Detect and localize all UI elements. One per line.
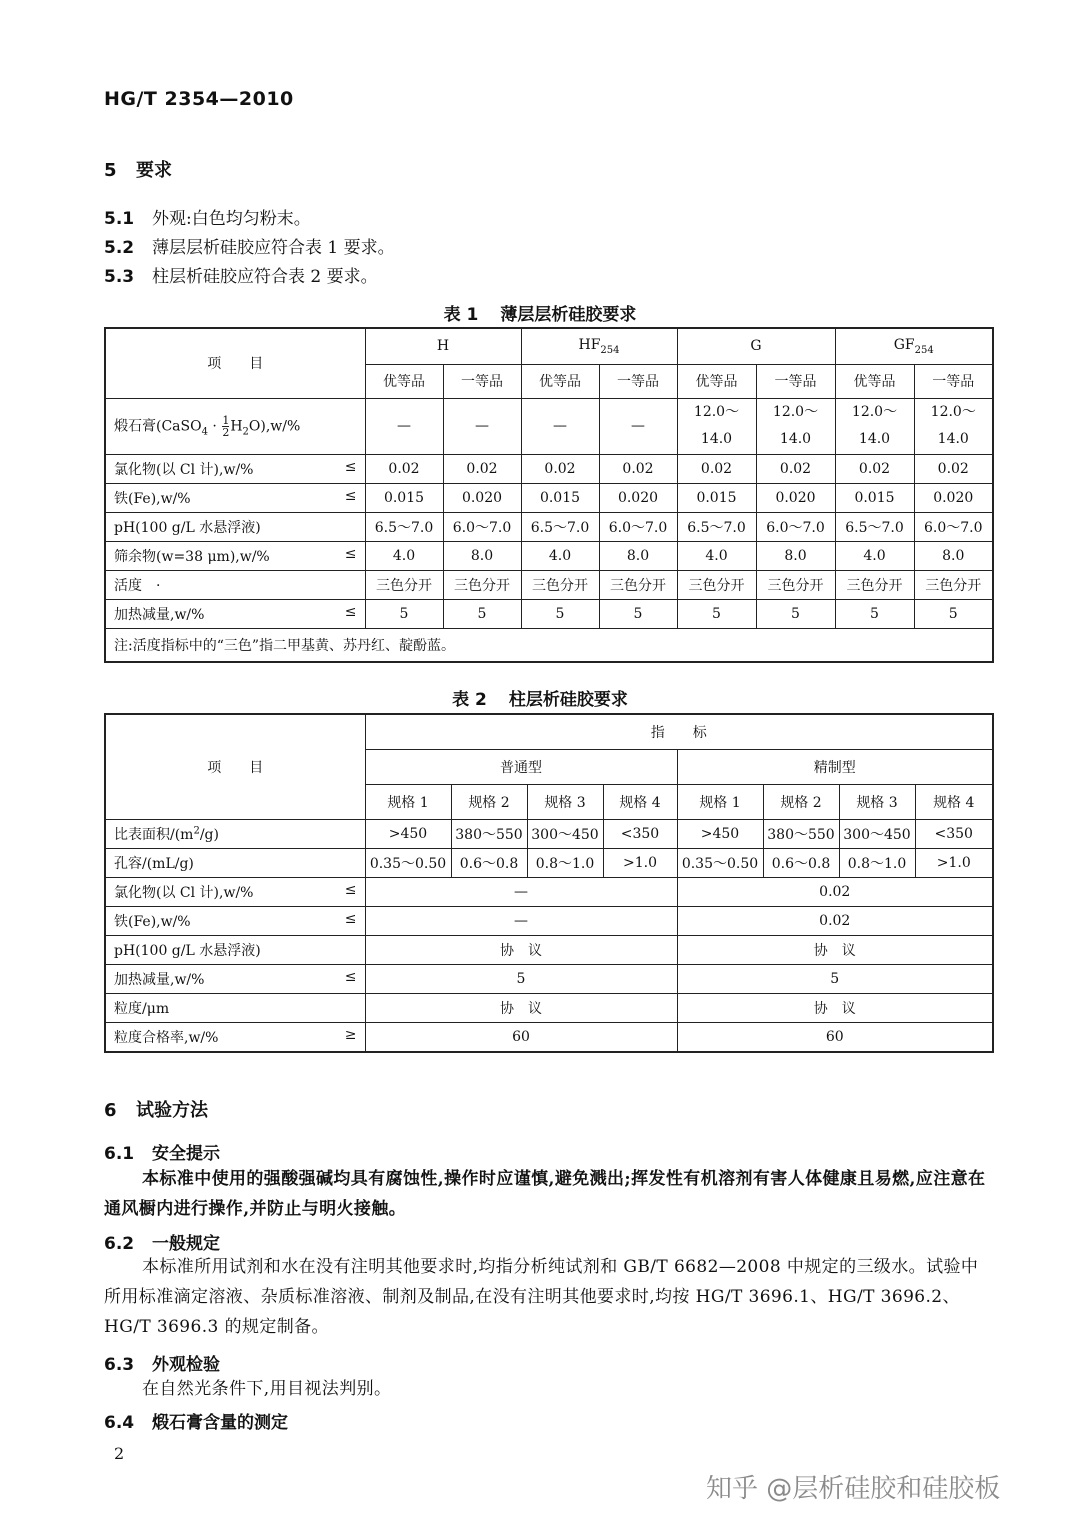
table-row bbox=[105, 906, 993, 935]
table-cell: 0.02 bbox=[443, 454, 521, 483]
spec-header: 规格 1 bbox=[677, 784, 763, 819]
spec-header: 规格 2 bbox=[763, 784, 839, 819]
caption-number: 表 1 bbox=[443, 305, 479, 325]
table-cell: 协 议 bbox=[677, 993, 993, 1022]
table-cell: 0.020 bbox=[756, 483, 835, 512]
table-cell: 0.015 bbox=[835, 483, 914, 512]
clause-6-1-heading bbox=[104, 1139, 220, 1164]
grade-header: 优等品 bbox=[365, 364, 443, 398]
spec-header: 规格 2 bbox=[451, 784, 527, 819]
table-cell: 4.0 bbox=[365, 541, 443, 570]
group-header-gf254: $GF_{254}$ bbox=[835, 328, 993, 364]
table-cell: 6.0～7.0 bbox=[914, 512, 993, 541]
group-header-hf254: $HF_{254}$ bbox=[521, 328, 677, 364]
table-cell: 5 bbox=[599, 599, 677, 628]
table-2-caption bbox=[0, 685, 1080, 710]
section-6-heading bbox=[104, 1096, 208, 1122]
section-number: 6 bbox=[104, 1100, 117, 1121]
table-cell: 0.8～1.0 bbox=[527, 848, 603, 877]
table-cell: 12.0～ 14.0 bbox=[677, 398, 756, 454]
table-cell: >1.0 bbox=[915, 848, 993, 877]
table-cell: 6.0～7.0 bbox=[756, 512, 835, 541]
clause-6-2-text: 本标准所用试剂和水在没有注明其他要求时,均指分析纯试剂和 GB/T 6682—2008 中规定的三级水。试验中所用标准滴定溶液、杂质标准溶液、制剂及制品,在没有注明其他要求时,均按 HG/T 3696.1、HG/T 3696.2、HG/T 3696.3 的规定制备。 bbox=[104, 1257, 979, 1337]
table-cell: 协 议 bbox=[365, 993, 677, 1022]
clause-number: 5.3 bbox=[104, 267, 135, 287]
clause-5-3 bbox=[104, 262, 378, 287]
table-cell: 8.0 bbox=[914, 541, 993, 570]
watermark: 知乎 @层析硅胶和硅胶板 bbox=[706, 1474, 1001, 1504]
table-cell: 三色分开 bbox=[521, 570, 599, 599]
row-label: pH(100 g/L 水悬浮液) bbox=[105, 512, 365, 541]
table-cell: 12.0～ 14.0 bbox=[835, 398, 914, 454]
clause-text: 柱层析硅胶应符合表 2 要求。 bbox=[152, 267, 378, 287]
table-row bbox=[105, 1022, 993, 1052]
table-cell: 5 bbox=[914, 599, 993, 628]
table-cell: 5 bbox=[835, 599, 914, 628]
table-cell: 三色分开 bbox=[443, 570, 521, 599]
table-cell: 5 bbox=[365, 964, 677, 993]
table-cell: 5 bbox=[365, 599, 443, 628]
table-cell: 三色分开 bbox=[756, 570, 835, 599]
table-cell: 12.0～ 14.0 bbox=[914, 398, 993, 454]
table-cell: 6.5～7.0 bbox=[365, 512, 443, 541]
section-title: 试验方法 bbox=[136, 1100, 208, 1121]
clause-title: 一般规定 bbox=[152, 1234, 220, 1254]
table-cell: 5 bbox=[756, 599, 835, 628]
table-cell: 5 bbox=[677, 599, 756, 628]
section-title: 要求 bbox=[136, 160, 172, 181]
table-row bbox=[105, 599, 993, 628]
table-cell: 0.6～0.8 bbox=[451, 848, 527, 877]
table-cell: 0.020 bbox=[914, 483, 993, 512]
row-label: 铁(Fe),w/% ≤ bbox=[105, 906, 365, 935]
clause-5-1 bbox=[104, 204, 311, 229]
type-header-refined: 精制型 bbox=[677, 749, 993, 784]
table-cell: 60 bbox=[677, 1022, 993, 1052]
table-cell: 60 bbox=[365, 1022, 677, 1052]
table-cell: >450 bbox=[677, 819, 763, 848]
clause-number: 6.4 bbox=[104, 1413, 135, 1433]
table-cell: 12.0～ 14.0 bbox=[756, 398, 835, 454]
table-cell: 4.0 bbox=[521, 541, 599, 570]
clause-6-1-text: 本标准中使用的强酸强碱均具有腐蚀性,操作时应谨慎,避免溅出;挥发性有机溶剂有害人体健康且易燃,应注意在通风橱内进行操作,并防止与明火接触。 bbox=[104, 1169, 986, 1219]
row-label: pH(100 g/L 水悬浮液) bbox=[105, 935, 365, 964]
clause-title: 安全提示 bbox=[152, 1144, 220, 1164]
table-row bbox=[105, 877, 993, 906]
row-label: 筛余物(w=38 μm),w/% ≤ bbox=[105, 541, 365, 570]
table-cell: 0.6～0.8 bbox=[763, 848, 839, 877]
caption-title: 柱层析硅胶要求 bbox=[508, 690, 628, 710]
table-cell: 协 议 bbox=[365, 935, 677, 964]
row-label: 氯化物(以 Cl 计),w/% ≤ bbox=[105, 877, 365, 906]
clause-5-2 bbox=[104, 233, 395, 258]
item-header: 项 目 bbox=[105, 328, 365, 398]
table-row bbox=[105, 993, 993, 1022]
index-header: 指 标 bbox=[365, 714, 993, 749]
group-header-h: H bbox=[365, 328, 521, 364]
table-row bbox=[105, 935, 993, 964]
table-row bbox=[105, 570, 993, 599]
table-cell: 8.0 bbox=[443, 541, 521, 570]
table-cell: 300～450 bbox=[839, 819, 915, 848]
caption-title: 薄层层析硅胶要求 bbox=[500, 305, 637, 325]
table-cell: 4.0 bbox=[677, 541, 756, 570]
row-label: 加热减量,w/% ≤ bbox=[105, 964, 365, 993]
table-cell: 0.015 bbox=[677, 483, 756, 512]
spec-header: 规格 4 bbox=[915, 784, 993, 819]
grade-header: 优等品 bbox=[677, 364, 756, 398]
table-cell: 0.02 bbox=[914, 454, 993, 483]
table-cell: 三色分开 bbox=[835, 570, 914, 599]
table-row bbox=[105, 512, 993, 541]
spec-header: 规格 3 bbox=[839, 784, 915, 819]
table-cell: >450 bbox=[365, 819, 451, 848]
row-label-pore-volume: 孔容/(mL/g) bbox=[105, 848, 365, 877]
table-cell: 6.0～7.0 bbox=[599, 512, 677, 541]
table-cell: 协 议 bbox=[677, 935, 993, 964]
table-cell: 0.35～0.50 bbox=[365, 848, 451, 877]
table-cell: 380～550 bbox=[763, 819, 839, 848]
row-label: 氯化物(以 Cl 计),w/% ≤ bbox=[105, 454, 365, 483]
table-cell: 0.35～0.50 bbox=[677, 848, 763, 877]
clause-text: 外观:白色均匀粉末。 bbox=[152, 209, 311, 229]
table-cell: 0.8～1.0 bbox=[839, 848, 915, 877]
row-label-gypsum: 煅石膏(CaSO$_4$ · $\frac{1}{2}$ $H_2O),w/\%$ bbox=[105, 398, 365, 454]
table-cell: 300～450 bbox=[527, 819, 603, 848]
grade-header: 优等品 bbox=[521, 364, 599, 398]
table-cell: 6.5～7.0 bbox=[835, 512, 914, 541]
table-row bbox=[105, 483, 993, 512]
table-cell: 8.0 bbox=[599, 541, 677, 570]
clause-6-2-heading bbox=[104, 1229, 220, 1254]
table-cell: 0.02 bbox=[677, 906, 993, 935]
clause-number: 5.1 bbox=[104, 209, 135, 229]
group-header-g: G bbox=[677, 328, 835, 364]
type-header-ordinary: 普通型 bbox=[365, 749, 677, 784]
row-label-surface-area: 比表面积$/(m^2/g)$ bbox=[105, 819, 365, 848]
grade-header: 一等品 bbox=[914, 364, 993, 398]
spec-header: 规格 1 bbox=[365, 784, 451, 819]
table-cell: 0.02 bbox=[835, 454, 914, 483]
spec-header: 规格 3 bbox=[527, 784, 603, 819]
row-label: 铁(Fe),w/% ≤ bbox=[105, 483, 365, 512]
clause-6-3-text: 在自然光条件下,用目视法判别。 bbox=[142, 1379, 392, 1399]
clause-title: 外观检验 bbox=[152, 1355, 220, 1375]
row-label: 加热减量,w/% ≤ bbox=[105, 599, 365, 628]
table-cell: 0.02 bbox=[599, 454, 677, 483]
table-cell: — bbox=[365, 906, 677, 935]
table-cell: 0.015 bbox=[365, 483, 443, 512]
table-cell: 0.015 bbox=[521, 483, 599, 512]
table-cell: 三色分开 bbox=[365, 570, 443, 599]
table-cell: 5 bbox=[521, 599, 599, 628]
spec-header: 规格 4 bbox=[603, 784, 677, 819]
grade-header: 一等品 bbox=[599, 364, 677, 398]
clause-6-4-heading bbox=[104, 1408, 288, 1433]
clause-text: 薄层层析硅胶应符合表 1 要求。 bbox=[152, 238, 395, 258]
table-cell: 0.020 bbox=[443, 483, 521, 512]
table-row bbox=[105, 964, 993, 993]
table-row bbox=[105, 848, 993, 877]
section-5-heading bbox=[104, 156, 172, 182]
table-1-caption bbox=[0, 300, 1080, 325]
table-cell: 6.0～7.0 bbox=[443, 512, 521, 541]
clause-6-3-heading bbox=[104, 1350, 220, 1375]
table-cell: 0.02 bbox=[365, 454, 443, 483]
table-cell: 0.020 bbox=[599, 483, 677, 512]
table-cell: >1.0 bbox=[603, 848, 677, 877]
table-cell: — bbox=[521, 398, 599, 454]
table-cell: 0.02 bbox=[756, 454, 835, 483]
table-cell: 三色分开 bbox=[599, 570, 677, 599]
table-cell: 0.02 bbox=[521, 454, 599, 483]
table-row bbox=[105, 454, 993, 483]
table-cell: 三色分开 bbox=[677, 570, 756, 599]
grade-header: 一等品 bbox=[756, 364, 835, 398]
clause-number: 6.3 bbox=[104, 1355, 135, 1375]
row-label: 粒度合格率,w/% ≥ bbox=[105, 1022, 365, 1052]
clause-number: 6.1 bbox=[104, 1144, 135, 1164]
table-cell: 8.0 bbox=[756, 541, 835, 570]
table-cell: 三色分开 bbox=[914, 570, 993, 599]
grade-header: 一等品 bbox=[443, 364, 521, 398]
fraction-half: $\frac{1}{2}$ bbox=[222, 413, 230, 439]
table-cell: 6.5～7.0 bbox=[677, 512, 756, 541]
table-cell: 5 bbox=[677, 964, 993, 993]
table-cell: <350 bbox=[915, 819, 993, 848]
table-2 bbox=[104, 713, 994, 1053]
table-row bbox=[105, 628, 993, 662]
grade-header: 优等品 bbox=[835, 364, 914, 398]
table-cell: 380～550 bbox=[451, 819, 527, 848]
table-cell: 0.02 bbox=[677, 877, 993, 906]
clause-number: 5.2 bbox=[104, 238, 135, 258]
table-cell: 5 bbox=[443, 599, 521, 628]
table-cell: 4.0 bbox=[835, 541, 914, 570]
table-cell: — bbox=[365, 398, 443, 454]
caption-number: 表 2 bbox=[452, 690, 487, 710]
table-row bbox=[105, 819, 993, 848]
table-cell: — bbox=[599, 398, 677, 454]
table-cell: — bbox=[443, 398, 521, 454]
table-note: 注:活度指标中的“三色”指二甲基黄、苏丹红、靛酚蓝。 bbox=[105, 628, 993, 662]
clause-number: 6.2 bbox=[104, 1234, 135, 1254]
table-cell: 6.5～7.0 bbox=[521, 512, 599, 541]
row-label: 粒度/μm bbox=[105, 993, 365, 1022]
row-label: 活度 · bbox=[105, 570, 365, 599]
item-header: 项 目 bbox=[105, 714, 365, 819]
table-row bbox=[105, 541, 993, 570]
table-1 bbox=[104, 327, 994, 663]
page-number: 2 bbox=[114, 1444, 125, 1463]
table-cell: 0.02 bbox=[677, 454, 756, 483]
table-cell: <350 bbox=[603, 819, 677, 848]
standard-code: HG/T 2354—2010 bbox=[104, 88, 294, 110]
table-cell: — bbox=[365, 877, 677, 906]
clause-title: 煅石膏含量的测定 bbox=[152, 1413, 288, 1433]
section-number: 5 bbox=[104, 160, 117, 181]
